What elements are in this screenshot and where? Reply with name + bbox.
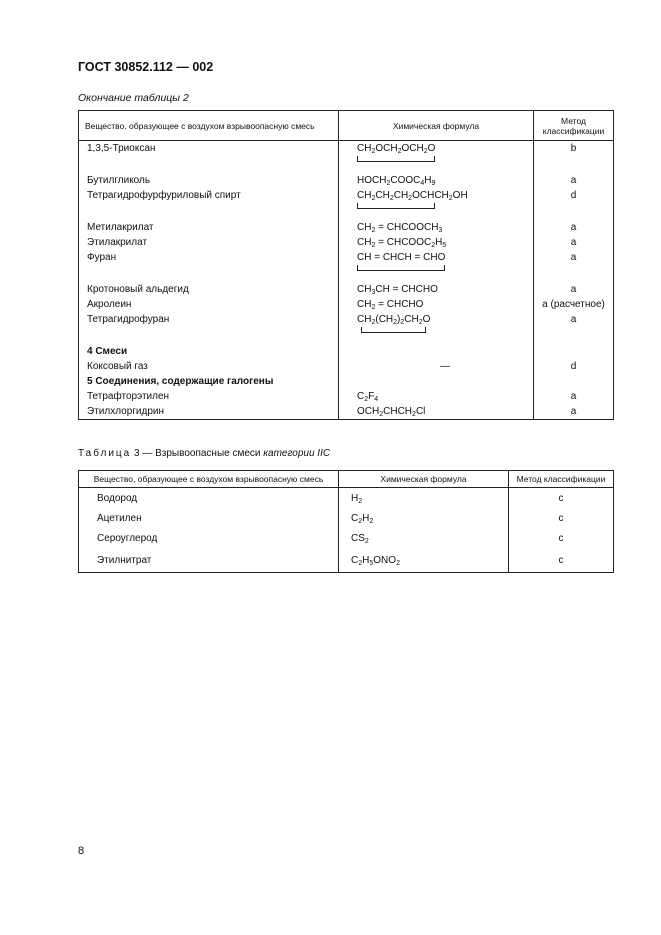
classification-method: a (570, 391, 577, 402)
table-row (79, 250, 614, 270)
substance-name: Этилхлоргидрин (87, 406, 164, 417)
column-header: Метод классификации (534, 111, 614, 141)
table-row (79, 389, 614, 404)
classification-method: c (558, 554, 564, 566)
caption-text: 3 — Взрывоопасные смеси (131, 448, 264, 459)
substance-name: Водород (97, 492, 138, 504)
substance-name: Кротоновый альдегид (87, 284, 189, 295)
table-row (79, 297, 614, 312)
ring-formula: CH = CHCH = CHO (357, 250, 445, 265)
table-header-row (79, 111, 614, 141)
table-row (79, 488, 614, 509)
substance-name: Акролеин (87, 299, 132, 310)
classification-method: a (570, 252, 577, 263)
table-row (79, 141, 614, 162)
table-row (79, 312, 614, 332)
ring-formula: $CH_2(CH_2)_2CH_2O$ (357, 312, 430, 327)
substance-name: Тетрагидрофурфуриловый спирт (87, 190, 241, 201)
classification-method: a (570, 406, 577, 417)
column-header: Химическая формула (339, 111, 534, 141)
document-header: ГОСТ 30852.112 — 002 (78, 60, 214, 74)
column-header: Метод классификации (509, 471, 614, 488)
classification-method: a (570, 284, 577, 295)
chemical-formula: $CH_2$ = $CHCOOCH_3$ (339, 220, 534, 235)
table-3 (78, 470, 614, 573)
classification-method: b (570, 143, 577, 154)
chemical-formula (339, 141, 534, 162)
table-row (79, 173, 614, 188)
table-2 (78, 110, 614, 420)
classification-method: a (570, 314, 577, 325)
chemical-formula: $C_2H_2$ (339, 508, 509, 528)
table-row (79, 359, 614, 374)
table-row (79, 282, 614, 297)
chemical-formula: $C_2H_5ONO_2$ (339, 548, 509, 573)
column-header: Вещество. образующее с воздухом взрывоопасную смесь (79, 111, 339, 141)
classification-method: a (расчетное) (542, 299, 605, 310)
substance-name: Бутилгликоль (87, 175, 151, 186)
substance-name: Тетрафторэтилен (87, 391, 170, 402)
caption-category: категории IIC (263, 448, 331, 459)
substance-name: Тетрагидрофуран (87, 314, 170, 325)
classification-method: d (570, 361, 577, 372)
chemical-formula (339, 312, 534, 332)
table3-caption (78, 448, 330, 459)
substance-name: Коксовый газ (87, 361, 148, 372)
table2-caption: Окончание таблицы 2 (78, 92, 189, 104)
section-title: 4 Смеси (87, 346, 128, 357)
chemical-formula: $C_2F_4$ (339, 389, 534, 404)
table-row (79, 220, 614, 235)
table-row (79, 404, 614, 420)
ring-formula: $CH_2CH_2CH_2OCH$ (357, 188, 434, 203)
substance-name: Фуран (87, 252, 117, 263)
table-row (79, 508, 614, 528)
substance-name: Этилакрилат (87, 237, 148, 248)
chemical-formula: $CH_2$ = CHCHO (339, 297, 534, 312)
chemical-formula (339, 250, 534, 270)
substance-name: 1,3,5-Триоксан (87, 143, 156, 154)
classification-method: a (570, 237, 577, 248)
classification-method: c (558, 532, 564, 544)
section-row (79, 374, 614, 389)
column-header: Вещество, образующее с воздухом взрывоопасную смесь (79, 471, 339, 488)
classification-method: c (558, 492, 564, 504)
chemical-formula: $CS_2$ (339, 528, 509, 548)
substance-name: Ацетилен (97, 512, 142, 524)
substance-name: Метилакрилат (87, 222, 154, 233)
chemical-formula: $CH_3CH$ = CHCHO (339, 282, 534, 297)
table-row (79, 235, 614, 250)
table-header-row (79, 471, 614, 488)
substance-name: Сероуглерод (97, 532, 158, 544)
chemical-formula: $CH_2CH_2CH_2OCH$ $CH_2OH$ (339, 188, 534, 208)
caption-label: Таблица (78, 448, 132, 459)
chemical-formula: $OCH_2CHCH_2Cl$ (339, 404, 534, 420)
table-row (79, 188, 614, 208)
chemical-formula: $CH_2$ = $CHCOOC_2H_5$ (339, 235, 534, 250)
classification-method: a (570, 175, 577, 186)
table-row (79, 528, 614, 548)
substance-name: Этилнитрат (97, 554, 152, 566)
ring-formula: $CH_2OCH_2OCH_2O$ (357, 141, 435, 156)
table-row (79, 548, 614, 573)
section-row (79, 344, 614, 359)
column-header: Химическая формула (339, 471, 509, 488)
chemical-formula: — (339, 359, 534, 374)
classification-method: d (570, 190, 577, 201)
classification-method: a (570, 222, 577, 233)
page-number: 8 (78, 845, 85, 857)
section-title: 5 Соединения, содержащие галогены (87, 376, 274, 387)
chemical-formula: $H_2$ (339, 488, 509, 509)
classification-method: c (558, 512, 564, 524)
chemical-formula: $HOCH_2COOC_4H_9$ (339, 173, 534, 188)
